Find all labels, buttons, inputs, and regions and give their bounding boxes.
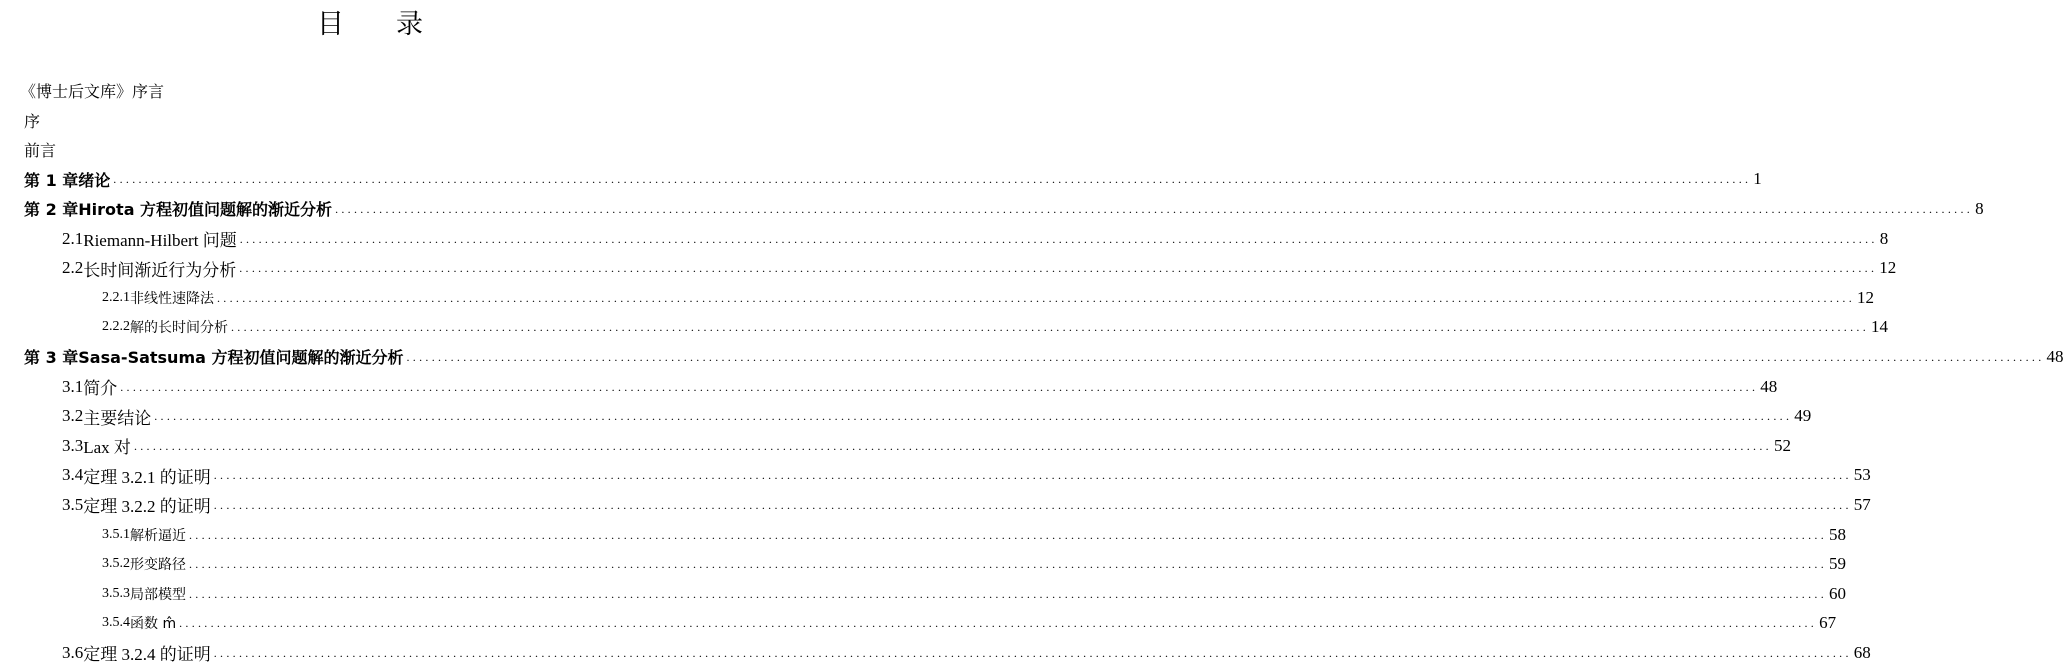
- toc-section-entry[interactable]: [0, 490, 1871, 519]
- toc-section-entry[interactable]: [0, 372, 1778, 401]
- toc-section-entry[interactable]: [0, 431, 1791, 460]
- toc-subsection-entry[interactable]: [0, 283, 1874, 312]
- toc-entry-page-number: 14: [1871, 317, 1888, 337]
- dot-leader: ....................................................................................................................................................................................................................................................................: [189, 557, 1827, 572]
- toc-subsection-entry[interactable]: [0, 520, 1846, 549]
- toc-chapter-entry[interactable]: [0, 194, 1984, 223]
- toc-subsection-entry[interactable]: [0, 313, 1888, 342]
- toc-entry-number: 3.5: [62, 494, 84, 514]
- toc-entry-page-number: 68: [1853, 642, 1871, 662]
- toc-entry-number: 2.2: [62, 258, 84, 278]
- toc-entry-title: 简介: [83, 379, 118, 398]
- toc-entry-number: 第 1 章: [24, 170, 79, 190]
- toc-entry-number: 3.5.4: [102, 615, 130, 631]
- toc-subsection-entry[interactable]: [0, 550, 1846, 579]
- toc-entry-title: Riemann-Hilbert 问题: [83, 231, 237, 250]
- toc-front-matter-entry[interactable]: [0, 135, 754, 164]
- toc-entry-number: 3.2: [62, 406, 84, 426]
- dot-leader: ....................................................................................................................................................................................................................................................................: [213, 645, 1852, 660]
- toc-section-entry[interactable]: [0, 224, 1889, 253]
- toc-chapter-entry[interactable]: [0, 342, 2064, 371]
- toc-subsection-entry[interactable]: [0, 609, 1837, 638]
- toc-entry-page-number: 58: [1829, 524, 1846, 544]
- toc-entry-number: 3.5.1: [102, 526, 130, 542]
- toc-entry-page-number: 67: [1819, 613, 1837, 633]
- toc-entry-title: 局部模型: [130, 586, 186, 603]
- toc-entry-page-number: 8: [1975, 198, 1984, 218]
- dot-leader: ....................................................................................................................................................................................................................................................................: [335, 201, 1974, 216]
- toc-entry-title: 形变路径: [130, 557, 186, 574]
- toc-entry-title: Sasa-Satsuma 方程初值问题解的渐近分析: [78, 348, 404, 368]
- toc-chapter-entry[interactable]: [0, 165, 1762, 194]
- page-title: 目录: [317, 9, 475, 40]
- toc-entry-page-number: 48: [2046, 346, 2064, 366]
- toc-entry-page-number: 8: [1879, 228, 1889, 248]
- toc-section-entry[interactable]: [0, 254, 1897, 283]
- dot-leader: ....................................................................................................................................................................................................................................................................: [213, 468, 1852, 483]
- toc-section-entry[interactable]: [0, 461, 1871, 490]
- toc-entry-title: 定理 3.2.1 的证明: [83, 467, 211, 487]
- toc-entry-number: 3.6: [62, 642, 84, 662]
- toc-entry-page-number: 60: [1829, 583, 1846, 603]
- toc-entry-title: 《博士后文库》序言: [20, 82, 165, 101]
- toc-entry-title: 定理 3.2.2 的证明: [83, 497, 211, 517]
- dot-leader: ....................................................................................................................................................................................................................................................................: [231, 320, 1869, 335]
- toc-entry-title: 非线性速降法: [130, 290, 214, 307]
- toc-section-entry[interactable]: [0, 402, 1812, 431]
- toc-entry-title: 长时间渐近行为分析: [83, 260, 237, 280]
- toc-entry-number: 2.2.2: [102, 319, 130, 335]
- dot-leader: ....................................................................................................................................................................................................................................................................: [217, 290, 1855, 305]
- toc-entry-page-number: 12: [1857, 287, 1874, 307]
- toc-entry-number: 3.1: [62, 376, 84, 396]
- toc-entry-page-number: 57: [1853, 494, 1871, 514]
- toc-entry-page-number: 12: [1879, 258, 1897, 278]
- toc-entry-number: 2.2.1: [102, 289, 130, 305]
- toc-entry-page-number: 53: [1853, 465, 1871, 485]
- toc-entry-number: 3.5.3: [102, 585, 130, 601]
- dot-leader: ....................................................................................................................................................................................................................................................................: [239, 261, 1878, 276]
- toc-front-matter-entry[interactable]: [0, 106, 754, 135]
- toc-entry-title: 解析逼近: [130, 527, 186, 544]
- toc-subsection-entry[interactable]: [0, 579, 1846, 608]
- toc-entry-title: Lax 对: [83, 438, 131, 458]
- toc-entry-title: 主要结论: [83, 408, 152, 428]
- toc-entry-title: 绪论: [78, 170, 111, 190]
- dot-leader: ....................................................................................................................................................................................................................................................................: [133, 438, 1772, 453]
- toc-entry-number: 第 3 章: [24, 348, 79, 368]
- toc-entry-number: 3.5.2: [102, 556, 130, 572]
- dot-leader: ....................................................................................................................................................................................................................................................................: [179, 616, 1818, 631]
- toc-front-matter-entry[interactable]: [0, 76, 754, 105]
- dot-leader: ....................................................................................................................................................................................................................................................................: [113, 172, 1752, 187]
- toc-entry-page-number: 49: [1794, 406, 1812, 426]
- toc-entry-number: 3.3: [62, 435, 84, 455]
- toc-entry-title: 定理 3.2.4 的证明: [83, 645, 211, 665]
- dot-leader: ....................................................................................................................................................................................................................................................................: [239, 231, 1878, 246]
- toc-entry-title: 解的长时间分析: [130, 320, 228, 337]
- toc-entry-number: 2.1: [62, 228, 84, 248]
- toc-section-entry[interactable]: [0, 638, 1871, 667]
- dot-leader: ....................................................................................................................................................................................................................................................................: [189, 527, 1827, 542]
- dot-leader: ....................................................................................................................................................................................................................................................................: [213, 497, 1852, 512]
- dot-leader: ....................................................................................................................................................................................................................................................................: [406, 349, 2045, 364]
- dot-leader: ....................................................................................................................................................................................................................................................................: [189, 586, 1827, 601]
- toc-entry-title: 前言: [24, 141, 57, 161]
- toc-entry-page-number: 52: [1773, 435, 1791, 455]
- toc-entry-title: 序: [24, 111, 41, 131]
- toc-entry-title: Hirota 方程初值问题解的渐近分析: [78, 200, 333, 220]
- toc-entry-title: 函数 m̂: [130, 616, 177, 633]
- toc-entry-page-number: 59: [1829, 554, 1846, 574]
- dot-leader: ....................................................................................................................................................................................................................................................................: [154, 409, 1793, 424]
- dot-leader: ....................................................................................................................................................................................................................................................................: [120, 379, 1759, 394]
- toc-entry-number: 3.4: [62, 465, 84, 485]
- toc-entry-number: 第 2 章: [24, 200, 79, 220]
- toc-entry-page-number: 48: [1760, 376, 1778, 396]
- toc-entry-page-number: 1: [1753, 169, 1762, 189]
